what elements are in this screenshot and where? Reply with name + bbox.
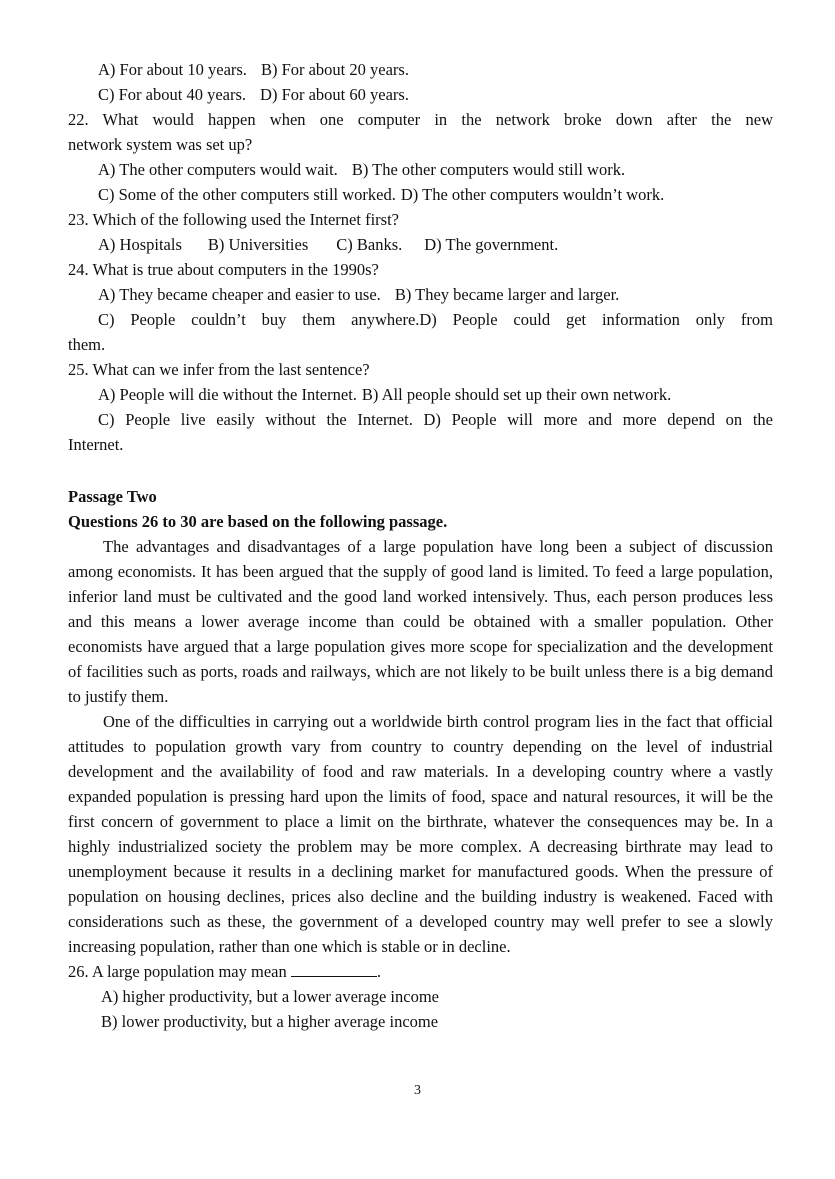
page-number: 3: [414, 1083, 421, 1098]
q25-options-row2-cont: Internet.: [68, 435, 124, 454]
q22-stem-line2: network system was set up?: [68, 135, 253, 154]
q26-option-a: A) higher productivity, but a lower average income: [101, 987, 439, 1006]
passage-paragraph-2: One of the difficulties in carrying out a worldwide birth control program lies in the fact that official attitudes to population growth vary from country to country depending on the level of industrial development and the availability of food and raw materials. In a developing country where a vastly expanded population is pressing hard upon the limits of food, space and natural resources, it will be the first concern of government to place a limit on the birthrate, whatever the consequences may be. In a highly industrialized society the problem may be more complex. A decreasing birthrate may lead to unemployment because it results in a declining market for manufactured goods. When the pressure of population on housing declines, prices also decline and the building industry is weakened. Faced with considerations such as these, the government of a developed country may well prefer to see a slowly increasing population, rather than one which is stable or in decline.: [68, 712, 773, 956]
q23-stem: 23. Which of the following used the Internet first?: [68, 210, 399, 229]
q25-option-a: A) People will die without the Internet.: [98, 385, 357, 404]
q22-options-row2: [68, 182, 773, 207]
q22-option-a: A) The other computers would wait.: [98, 160, 338, 179]
document-page: [68, 57, 773, 1034]
q21-option-d: D) For about 60 years.: [260, 85, 409, 104]
q25-stem: 25. What can we infer from the last sentence?: [68, 360, 370, 379]
q24-stem: 24. What is true about computers in the 1990s?: [68, 260, 379, 279]
q21-option-b: B) For about 20 years.: [260, 60, 409, 79]
q22-option-b: B) The other computers would still work.: [351, 160, 626, 179]
q24-options-row2-cont: them.: [68, 335, 106, 354]
q26-stem-end: .: [376, 962, 381, 981]
q22-option-c: C) Some of the other computers still worked.: [98, 185, 396, 204]
q21-options-row1: [68, 57, 773, 82]
q23-option-b: B) Universities: [207, 235, 309, 254]
passage-two-body: [68, 534, 773, 959]
q24-option-a: A) They became cheaper and easier to use.: [98, 285, 381, 304]
q23-option-d: D) The government.: [424, 235, 559, 254]
q26-option-b: B) lower productivity, but a higher average income: [101, 1012, 439, 1031]
q21-options-row2: [68, 82, 773, 107]
q24-option-b: B) They became larger and larger.: [394, 285, 620, 304]
q21-option-a: A) For about 10 years.: [98, 60, 247, 79]
q26-stem-line: [68, 959, 773, 984]
q23-option-c: C) Banks.: [336, 235, 403, 254]
passage-two-subheading: Questions 26 to 30 are based on the following passage.: [68, 512, 448, 531]
q21-option-c: C) For about 40 years.: [98, 85, 247, 104]
q22-option-d: D) The other computers wouldn’t work.: [400, 185, 665, 204]
q25-options-row2: C) People live easily without the Internet. D) People will more and more depend on the: [98, 410, 773, 429]
passage-paragraph-1: The advantages and disadvantages of a large population have long been a subject of discussion among economists. It has been argued that the supply of good land is limited. To feed a large population, inferior land must be cultivated and the good land worked intensively. Thus, each person produces less and this means a lower average income than could be obtained with a smaller population. Other economists have argued that a large population gives more scope for specialization and the development of facilities such as ports, roads and railways, which are not likely to be built unless there is a big demand to justify them.: [68, 537, 773, 706]
q26-stem: 26. A large population may mean: [68, 962, 287, 981]
passage-two-heading: Passage Two: [68, 487, 157, 506]
q25-option-b: B) All people should set up their own network.: [361, 385, 672, 404]
q26-answer-blank: [291, 962, 377, 977]
q22-options-row1: [68, 157, 773, 182]
q22-stem-line1: 22. What would happen when one computer in the network broke down after the new: [68, 110, 773, 129]
q24-options-row1: [68, 282, 773, 307]
q24-options-row2: C) People couldn’t buy them anywhere.D) People could get information only from: [98, 310, 773, 329]
q25-options-row1: [68, 382, 773, 407]
q23-option-a: A) Hospitals: [98, 235, 182, 254]
q23-options-row: [68, 232, 773, 257]
